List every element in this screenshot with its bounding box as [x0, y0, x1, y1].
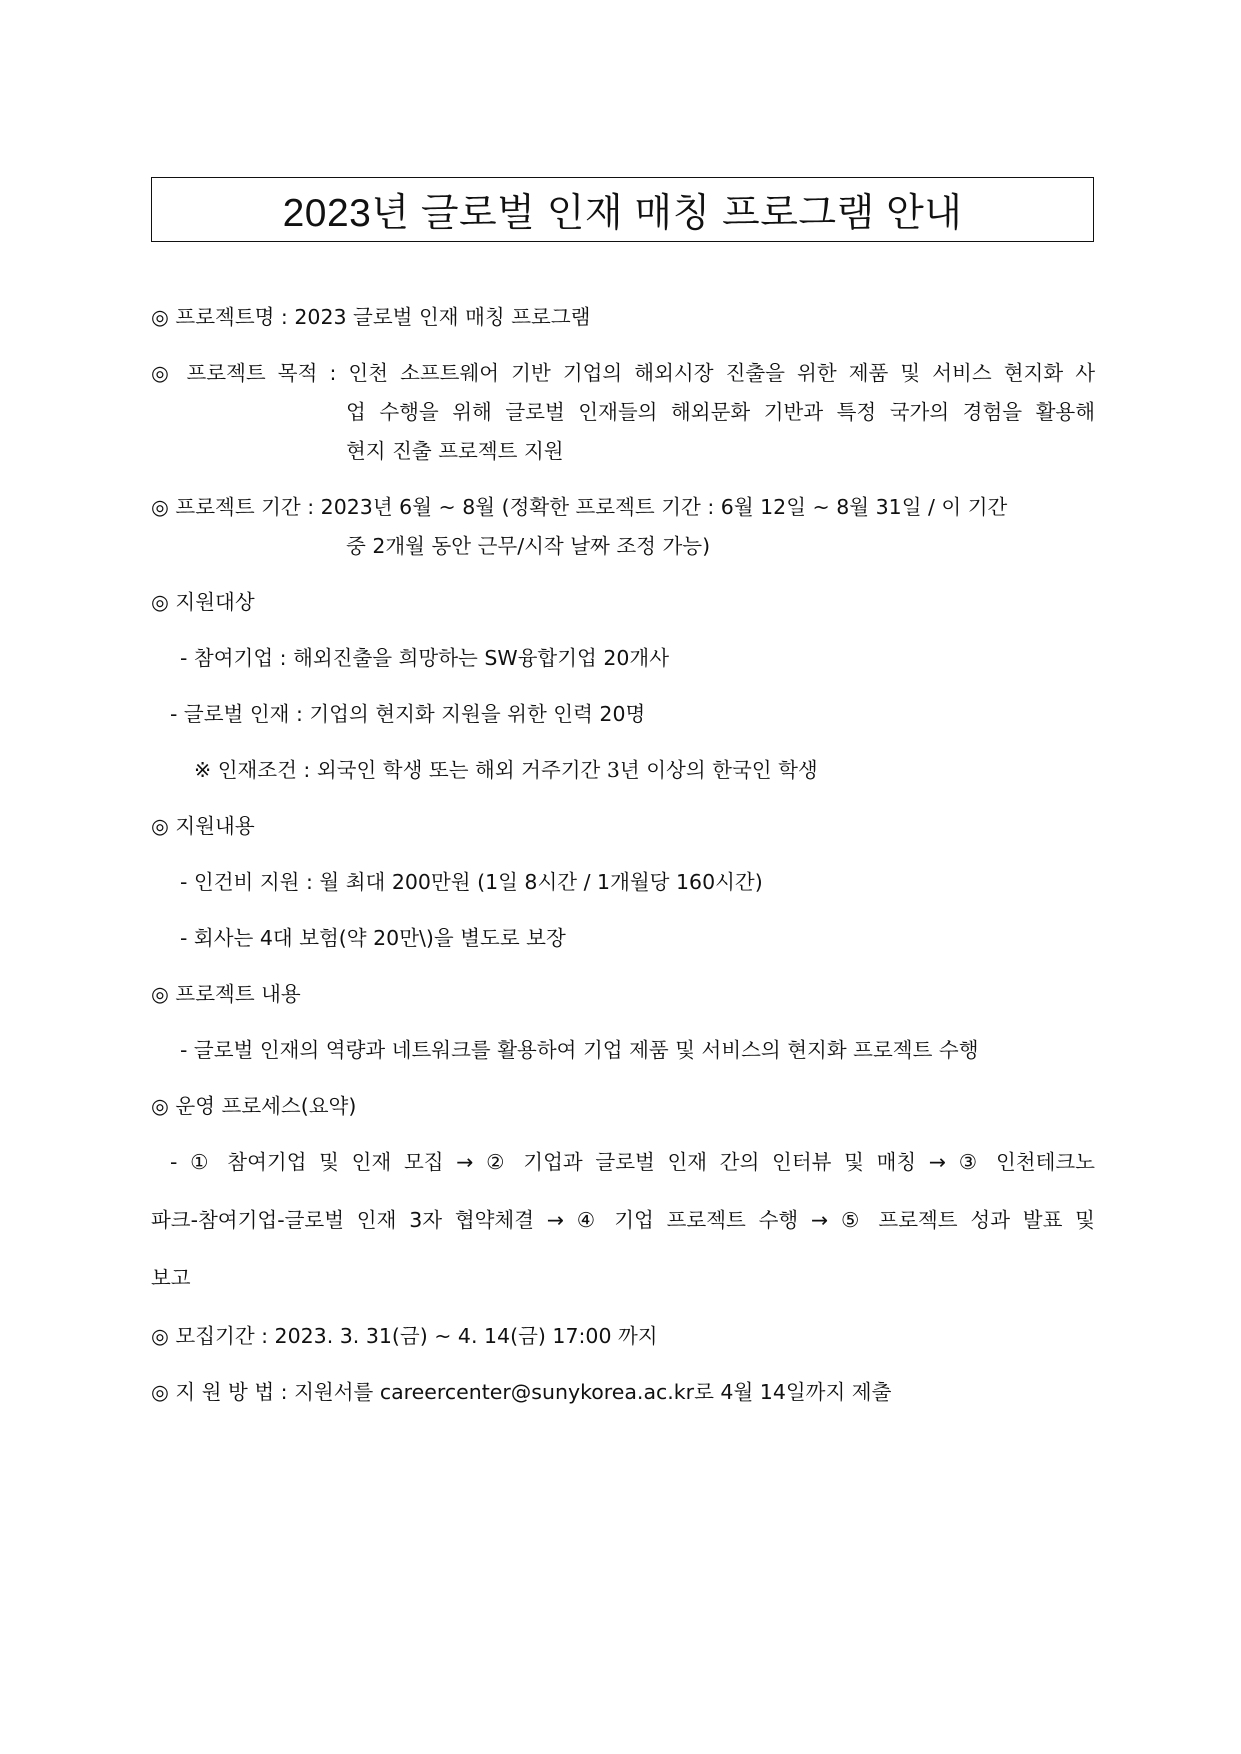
- purpose-line-2: 업 수행을 위해 글로벌 인재들의 해외문화 기반과 특정 국가의 경험을 활용해: [346, 400, 1095, 424]
- process-line-3: 보고: [151, 1266, 191, 1290]
- target-companies: - 참여기업 : 해외진출을 희망하는 SW융합기업 20개사: [180, 646, 670, 670]
- apply-method-line: ◎ 지 원 방 법 : 지원서를 careercenter@sunykorea.ac.kr로 4월 14일까지 제출: [151, 1380, 892, 1404]
- page-title: 2023년 글로벌 인재 매칭 프로그램 안내: [282, 191, 963, 235]
- support-insurance: - 회사는 4대 보험(약 20만\)을 별도로 보장: [180, 926, 566, 950]
- purpose-line-1: ◎ 프로젝트 목적 : 인천 소프트웨어 기반 기업의 해외시장 진출을 위한 제품 및 서비스 현지화 사: [151, 361, 1095, 385]
- target-talent: - 글로벌 인재 : 기업의 현지화 지원을 위한 인력 20명: [170, 702, 646, 726]
- period-line-1: ◎ 프로젝트 기간 : 2023년 6월 ~ 8월 (정확한 프로젝트 기간 : 6월 12일 ~ 8월 31일 / 이 기간: [151, 495, 1008, 519]
- content-text: - 글로벌 인재의 역량과 네트워크를 활용하여 기업 제품 및 서비스의 현지화 프로젝트 수행: [180, 1038, 979, 1062]
- target-condition-text: 외국인 학생 또는 해외 거주기간 3년 이상의 한국인 학생: [316, 758, 818, 782]
- target-condition: [194, 756, 1138, 784]
- content-heading: ◎ 프로젝트 내용: [151, 982, 301, 1006]
- recruit-period-line: ◎ 모집기간 : 2023. 3. 31(금) ~ 4. 14(금) 17:00 까지: [151, 1324, 658, 1348]
- target-condition-label: ※ 인재조건 :: [194, 758, 317, 782]
- target-heading: ◎ 지원대상: [151, 590, 255, 614]
- title-box: [151, 177, 1094, 242]
- period-line-2: 중 2개월 동안 근무/시작 날짜 조정 가능): [346, 534, 711, 558]
- process-line-2: 파크-참여기업-글로벌 인재 3자 협약체결 → ④ 기업 프로젝트 수행 → ⑤ 프로젝트 성과 발표 및: [151, 1208, 1095, 1232]
- process-heading: ◎ 운영 프로세스(요약): [151, 1094, 357, 1118]
- support-wage: - 인건비 지원 : 월 최대 200만원 (1일 8시간 / 1개월당 160시간): [180, 870, 763, 894]
- purpose-line-3: 현지 진출 프로젝트 지원: [346, 439, 564, 463]
- support-heading: ◎ 지원내용: [151, 814, 255, 838]
- process-line-1: - ① 참여기업 및 인재 모집 → ② 기업과 글로벌 인재 간의 인터뷰 및 매칭 → ③ 인천테크노: [170, 1150, 1095, 1174]
- project-name-line: ◎ 프로젝트명 : 2023 글로벌 인재 매칭 프로그램: [151, 305, 591, 329]
